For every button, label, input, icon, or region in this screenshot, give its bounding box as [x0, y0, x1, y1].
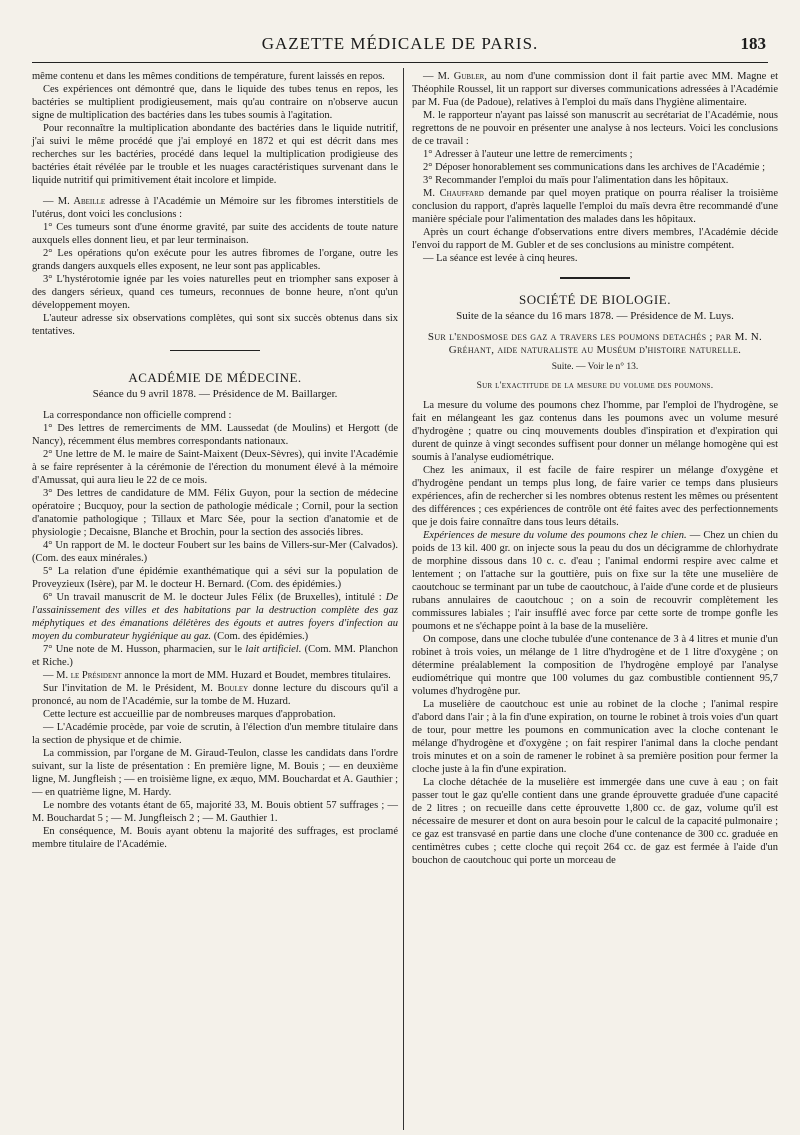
- experiment-title: Expériences de mesure du volume des poumons chez le chien.: [423, 530, 687, 541]
- author-name: M. Chauffard: [423, 188, 484, 199]
- work-title: lait artificiel.: [245, 644, 302, 655]
- paragraph: — La séance est levée à cinq heures.: [423, 253, 578, 264]
- author-name: M. Gubler: [437, 71, 485, 82]
- paragraph: [412, 529, 778, 633]
- conclusion-item: 1° Ces tumeurs sont d'une énorme gravité, par suite des accidents de toute nature auxquels elles donnent lieu, et par leur terminaison.: [32, 222, 398, 246]
- list-item: 5° La relation d'une épidémie exanthématique qui a sévi sur la population de Proveyzieux (Isère), par M. le docteur H. Bernard. (Com. des épidémies.): [32, 566, 398, 590]
- list-item: 2° Une lettre de M. le maire de Saint-Maixent (Deux-Sèvres), qui invite l'Académie à se faire représenter à la cérémonie de l'érection du monument élevé à la mémoire d'Amussat, qui aura lieu le 22 de ce mois.: [32, 449, 398, 486]
- suite-note: Suite. — Voir le n° 13.: [551, 362, 639, 372]
- paragraph-abeille: — M. Abeille adresse à l'Académie un Mémoire sur les fibromes interstitiels de l'utérus, dont voici les conclusions :: [32, 196, 398, 220]
- conclusion-item: 3° L'hystérotomie ignée par les voies naturelles peut en triompher sans exposer à des dangers sérieux, quand ces tumeurs, reconnues de bonne heure, n'ont qu'un développement moyen.: [32, 274, 398, 311]
- author-name: M. le Président: [56, 670, 122, 681]
- paragraph: La muselière de caoutchouc est unie au robinet de la cloche ; l'animal respire d'abord dans l'air ; à la fin d'une expiration, on tourne le robinet à trois voies d'un quart de tour, pour mettre les poumons en communication avec la cloche contenant le mélange d'hydrogène et d'oxygène ; on fait respirer l'animal dans la cloche pendant trois minutes et on a soin de ramener le robinet à sa première position pour fermer la cloche juste à la fin d'une expiration.: [412, 699, 778, 775]
- author-name: M. Abeille: [57, 196, 106, 207]
- paragraph-text: — Chez un chien du poids de 13 kil. 400 gr. on injecte sous la peau du dos un décigramme de chlorhydrate de morphine dissous dans 10 c. c. d'eau ; l'animal endormi respire avec calme et lentement ; on l'attache sur la gouttière, puis on fixe sur la tête une muselière de caoutchouc se terminant par un tube de caoutchouc, à l'aide d'une corde et de plusieurs rubans annulaires de caoutchouc ; on a soin de recouvrir complètement les commissures labiales ; l'air insufflé avec force par cette sorte de trompe gonfle les poumons et ne s'échappe point à la base de la muselière.: [412, 530, 778, 632]
- conclusion-item: 2° Déposer honorablement ses communications dans les archives de l'Académie ;: [423, 162, 765, 173]
- seance-line: Séance du 9 avril 1878. — Présidence de M. Baillarger.: [92, 388, 338, 400]
- seance-line: Suite de la séance du 16 mars 1878. — Présidence de M. Luys.: [456, 310, 734, 322]
- paragraph-gubler: — M. Gubler, au nom d'une commission dont il fait partie avec MM. Magne et Théophile Roussel, lit un rapport sur diverses communications adressées à l'Académie par M. Fua (de Padoue), relatives à l'emploi du maïs dans l'hygiène alimentaire.: [412, 71, 779, 108]
- section-rule: [560, 277, 630, 279]
- article-subtitle: Sur l'exactitude de la mesure du volume des poumons.: [476, 381, 714, 391]
- paragraph: — L'Académie procède, par voie de scrutin, à l'élection d'un membre titulaire dans la section de physique et de chimie.: [32, 722, 398, 746]
- paragraph: même contenu et dans les mêmes conditions de température, furent laissés en repos.: [32, 71, 385, 82]
- conclusion-item: 1° Adresser à l'auteur une lettre de remerciments ;: [423, 149, 633, 160]
- paragraph: La cloche détachée de la muselière est immergée dans une cuve à eau ; on fait passer tout le gaz qu'elle contient dans une grande éprouvette graduée d'une capacité de 2 litres ; on recueille dans cette éprouvette 1,800 cc. de gaz, volume qu'il est nécessaire de mesurer et dont on aura besoin pour le calcul de la capacité pulmonaire ; ce gaz est transvasé en partie dans une cloche d'une contenance de 300 cc. graduée en centimètres cubes ; cette cloche qui reçoit 264 cc. de gaz est fermée à l'aide d'un bouchon de caoutchouc qui porte un morceau de: [412, 777, 778, 866]
- paragraph: La mesure du volume des poumons chez l'homme, par l'emploi de l'hydrogène, se fait en mélangeant les gaz contenus dans les poumons avec un volume mesuré d'hydrogène ; quatre ou cinq mouvements doubles d'inspiration et d'expiration qui durent de quinze à vingt secondes suffisent pour donner un mélange homogène qui est soumis à l'analyse eudiométrique.: [412, 400, 778, 463]
- page-header: [32, 30, 768, 63]
- list-item: 1° Des lettres de remerciments de MM. Laussedat (de Moulins) et Hergott (de Nancy), récemment élus membres correspondants nationaux.: [32, 423, 398, 447]
- paragraph: En conséquence, M. Bouis ayant obtenu la majorité des suffrages, est proclamé membre titulaire de l'Académie.: [32, 826, 398, 850]
- paragraph-text: au nom d'une commission dont il fait partie avec MM. Magne et Théophile Roussel, lit un rapport sur diverses communications adressées à l'Académie par M. Fua (de Padoue), relatives à l'emploi du maïs dans l'hygiène alimentaire.: [412, 71, 779, 108]
- paragraph: Cette lecture est accueillie par de nombreuses marques d'approbation.: [43, 709, 336, 720]
- paragraph-text: annonce la mort de MM. Huzard et Boudet, membres titulaires.: [124, 670, 391, 681]
- paragraph: Pour reconnaître la multiplication abondante des bactéries dans le liquide nutritif, j'ai suivi le même procédé que j'ai employé en 1872 et qui est décrit dans mes recherches sur les bactéries, procédé dans lequel la multiplication prodigieuse des bactéries était révélée par le trouble et les nuages caractéristiques survenant dans le liquide nutritif qui primitivement était incolore et limpide.: [32, 123, 398, 186]
- paragraph-text: adresse à l'Académie un Mémoire sur les fibromes interstitiels de l'utérus, dont voici les conclusions :: [32, 196, 398, 220]
- paragraph: Le nombre des votants étant de 65, majorité 33, M. Bouis obtient 57 suffrages ; — M. Bouchardat 5 ; — M. Jungfleisch 2 ; — M. Gauthier 1.: [32, 800, 398, 824]
- list-item-text: 6° Un travail manuscrit de M. le docteur Jules Félix (de Bruxelles), intitulé :: [43, 592, 382, 603]
- column-divider: [403, 68, 404, 1130]
- paragraph: M. le rapporteur n'ayant pas laissé son manuscrit au secrétariat de l'Académie, nous regrettons de ne pouvoir en présenter une analyse à nos lecteurs. Voici les conclusions de ce travail :: [412, 110, 778, 147]
- conclusion-item: 2° Les opérations qu'on exécute pour les autres fibromes de l'organe, outre les grands dangers auxquels elles exposent, ne leur sont pas applicables.: [32, 248, 398, 272]
- conclusion-item: 3° Recommander l'emploi du maïs pour l'alimentation dans les hôpitaux.: [423, 175, 729, 186]
- list-item: 4° Un rapport de M. le docteur Foubert sur les bains de Villers-sur-Mer (Calvados). (Com. des eaux minérales.): [32, 540, 398, 564]
- paragraph: [412, 187, 778, 226]
- paragraph-text: demande par quel moyen pratique on pourra réaliser la troisième conclusion du rapport, d'après laquelle l'emploi du maïs devra être recommandé d'une manière spéciale pour l'alimentation des malades dans les hôpitaux.: [412, 188, 778, 225]
- paragraph-text: donne lecture du discours qu'il a prononcé, au nom de l'Académie, sur la tombe de M. Huzard.: [32, 683, 398, 707]
- paragraph: Après un court échange d'observations entre divers membres, l'Académie décide l'envoi du rapport de M. Gubler et de ses conclusions au ministre compétent.: [412, 227, 778, 251]
- page-number: 183: [740, 34, 766, 53]
- list-item-text: (Com. des épidémies.): [213, 631, 309, 642]
- list-item-text: 7° Une note de M. Husson, pharmacien, sur le: [43, 644, 243, 655]
- paragraph: La commission, par l'organe de M. Giraud-Teulon, classe les candidats dans l'ordre suivant, sur la liste de présentation : En première ligne, M. Bouis ; — en deuxième ligne, M. Jungfleish ; — en troisième ligne, ex æquo, MM. Bouchardat et A. Gauthier ; — en quatrième ligne, M. Hardy.: [32, 748, 398, 798]
- list-item: 3° Des lettres de candidature de MM. Félix Guyon, pour la section de médecine opératoire ; Bucquoy, pour la section de pathologie médicale ; Cornil, pour la section d'anatomie pathologique ; Tillaux et Marc Sée, pour la section d'anatomie et de physiologie ; Decaisne, Blanche et Brochin, pour la section des associés libres.: [32, 488, 398, 538]
- right-column: [412, 70, 778, 867]
- section-title-academie: ACADÉMIE DE MÉDECINE.: [128, 370, 302, 385]
- work-title: De l'assainissement des villes et des habitations par la destruction complète des gaz méphytiques et des émanations délétères des égouts et autres foyers d'infection au moyen du comburateur hygiénique au gaz.: [32, 592, 399, 642]
- paragraph: [32, 682, 398, 708]
- paragraph-text: Sur l'invitation de M. le Président, M.: [43, 683, 213, 694]
- paragraph: La correspondance non officielle comprend :: [43, 410, 232, 421]
- paragraph: On compose, dans une cloche tubulée d'une contenance de 3 à 4 litres et munie d'un robinet à trois voies, un mélange de 1 litre d'hydrogène et de 1 litre d'oxygène ; on détermine préalablement la composition de l'hydrogène employé par l'analyse eudiométrique qui montre que 100 volumes du gaz combustible contiennent 95,7 volumes d'hydrogène pur.: [412, 634, 778, 697]
- paragraph: Chez les animaux, il est facile de faire respirer un mélange d'oxygène et d'hydrogène pendant un temps plus long, de faire varier ce temps dans plusieurs expériences, afin de rechercher si les nombres obtenus restent les mêmes ou présentent des différences ; ces expériences de contrôle ont été faites avec des perfectionnements que je dois faire connaître dans tous leurs détails.: [412, 465, 778, 528]
- section-rule: [170, 350, 260, 351]
- article-title: Sur l'endosmose des gaz a travers les poumons detachés ; par M. N. Gréhant, aide naturaliste au Muséum d'histoire naturelle.: [427, 331, 763, 356]
- list-item: [32, 643, 398, 669]
- list-item: [32, 591, 398, 643]
- left-column: [32, 70, 398, 851]
- paragraph: — M. le Président annonce la mort de MM. Huzard et Boudet, membres titulaires.: [43, 670, 391, 681]
- author-name: Bouley: [217, 683, 249, 694]
- journal-title: GAZETTE MÉDICALE DE PARIS.: [261, 34, 539, 53]
- paragraph: L'auteur adresse six observations complètes, qui sont six succès obtenus dans six tentatives.: [32, 313, 398, 337]
- paragraph: Ces expériences ont démontré que, dans le liquide des tubes tenus en repos, les bactéries se multiplient prodigieusement, mais qu'au contraire on n'observe aucun signe de multiplication des bactéries dans les tubes soumis à l'agitation.: [32, 84, 398, 121]
- list-item-text: (Com. MM. Planchon et Riche.): [32, 644, 398, 668]
- section-title-societe: SOCIÉTÉ DE BIOLOGIE.: [519, 292, 671, 307]
